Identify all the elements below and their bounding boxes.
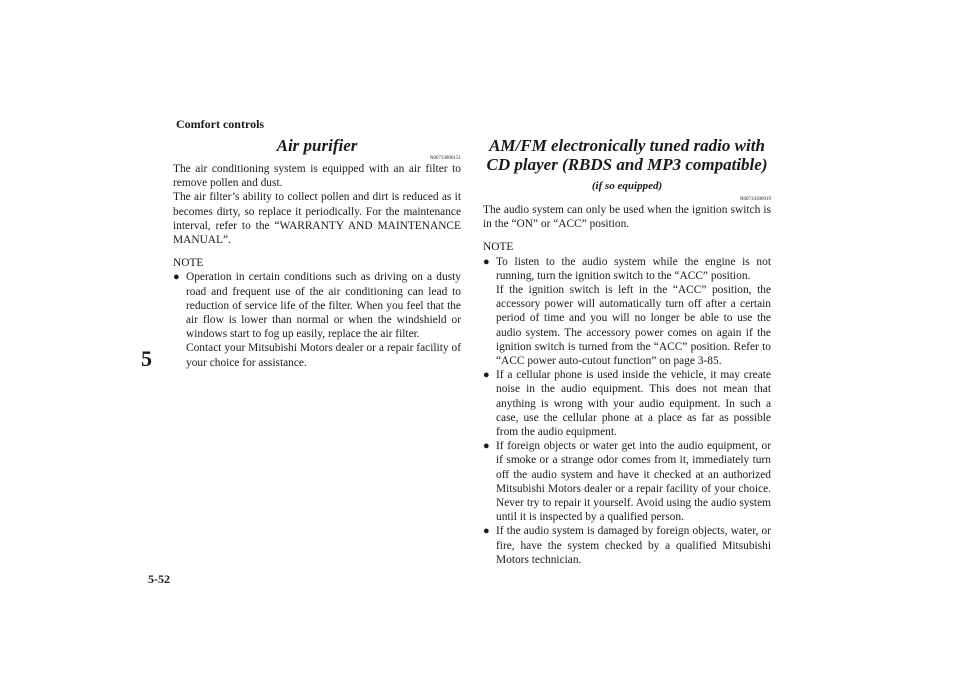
bullet-icon: ●: [483, 525, 490, 538]
note-text: To listen to the audio system while the engine is not running, turn the ignition switch to the “ACC” position.: [496, 255, 771, 282]
note-text: If a cellular phone is used inside the vehicle, it may create noise in the audio equipment. This does not mean that anything is wrong with your audio equipment. In such a case, use the cellular phone at a place as far as possible from the audio equipment.: [496, 369, 771, 439]
radio-heading-title: AM/FM electronically tuned radio with CD player (RBDS and MP3 compatible): [486, 136, 768, 174]
radio-heading: [483, 136, 771, 196]
note-item: [173, 270, 461, 369]
radio-intro: The audio system can only be used when the ignition switch is in the “ON” or “ACC” position.: [483, 204, 771, 231]
bullet-icon: ●: [483, 440, 490, 453]
radio-notes: [483, 255, 771, 567]
note-text: If foreign objects or water get into the audio equipment, or if smoke or a strange odor comes from it, immediately turn off the audio system and have it checked at an authorized Mitsubishi Motors dealer or a repair facility of your choice. Never try to repair it yourself. Avoid using the audio system until it is inspected by a qualified person.: [496, 440, 771, 524]
note-text-continued: Contact your Mitsubishi Motors dealer or a repair facility of your choice for assistance.: [186, 342, 461, 369]
note-label: NOTE: [173, 257, 204, 270]
radio-heading-suffix: (if so equipped): [591, 180, 663, 192]
air-purifier-section: [173, 136, 461, 370]
radio-code: N00734300919: [739, 197, 771, 202]
air-purifier-code: N00733800151: [429, 156, 461, 161]
air-purifier-heading: Air purifier: [276, 136, 358, 155]
note-item: [483, 368, 771, 439]
air-purifier-notes: [173, 270, 461, 369]
note-item: [483, 255, 771, 369]
bullet-icon: ●: [483, 255, 490, 268]
note-text: Operation in certain conditions such as driving on a dusty road and frequent use of the air conditioning can lead to reduction of service life of the filter. When you feel that the air flow is lower than normal or when the windshield or windows start to fog up easily, replace the air filter.: [186, 271, 461, 341]
note-item: [483, 439, 771, 524]
bullet-icon: ●: [173, 271, 180, 284]
page-number: 5-52: [148, 572, 170, 586]
air-purifier-paragraph-1: The air conditioning system is equipped with an air filter to remove pollen and dust.: [173, 163, 461, 190]
section-title: Comfort controls: [176, 117, 265, 131]
chapter-tab: 5: [141, 346, 152, 371]
note-text-continued: If the ignition switch is left in the “ACC” position, the accessory power will automatically turn off after a certain period of time and you will no longer be able to use the audio system. The accessory power comes on again if the ignition switch is turned from the “ACC” position. Refer to “ACC power auto-cutout function” on page 3-85.: [496, 284, 771, 368]
note-text: If the audio system is damaged by foreign objects, water, or fire, have the system checked by a qualified Mitsubishi Motors technician.: [496, 525, 771, 566]
note-item: [483, 524, 771, 567]
air-purifier-paragraph-2: The air filter’s ability to collect pollen and dirt is reduced as it becomes dirty, so replace it periodically. For the maintenance interval, refer to the “WARRANTY AND MAINTENANCE MANUAL”.: [173, 191, 461, 247]
radio-section: [483, 136, 771, 567]
note-label: NOTE: [483, 241, 514, 254]
bullet-icon: ●: [483, 369, 490, 382]
